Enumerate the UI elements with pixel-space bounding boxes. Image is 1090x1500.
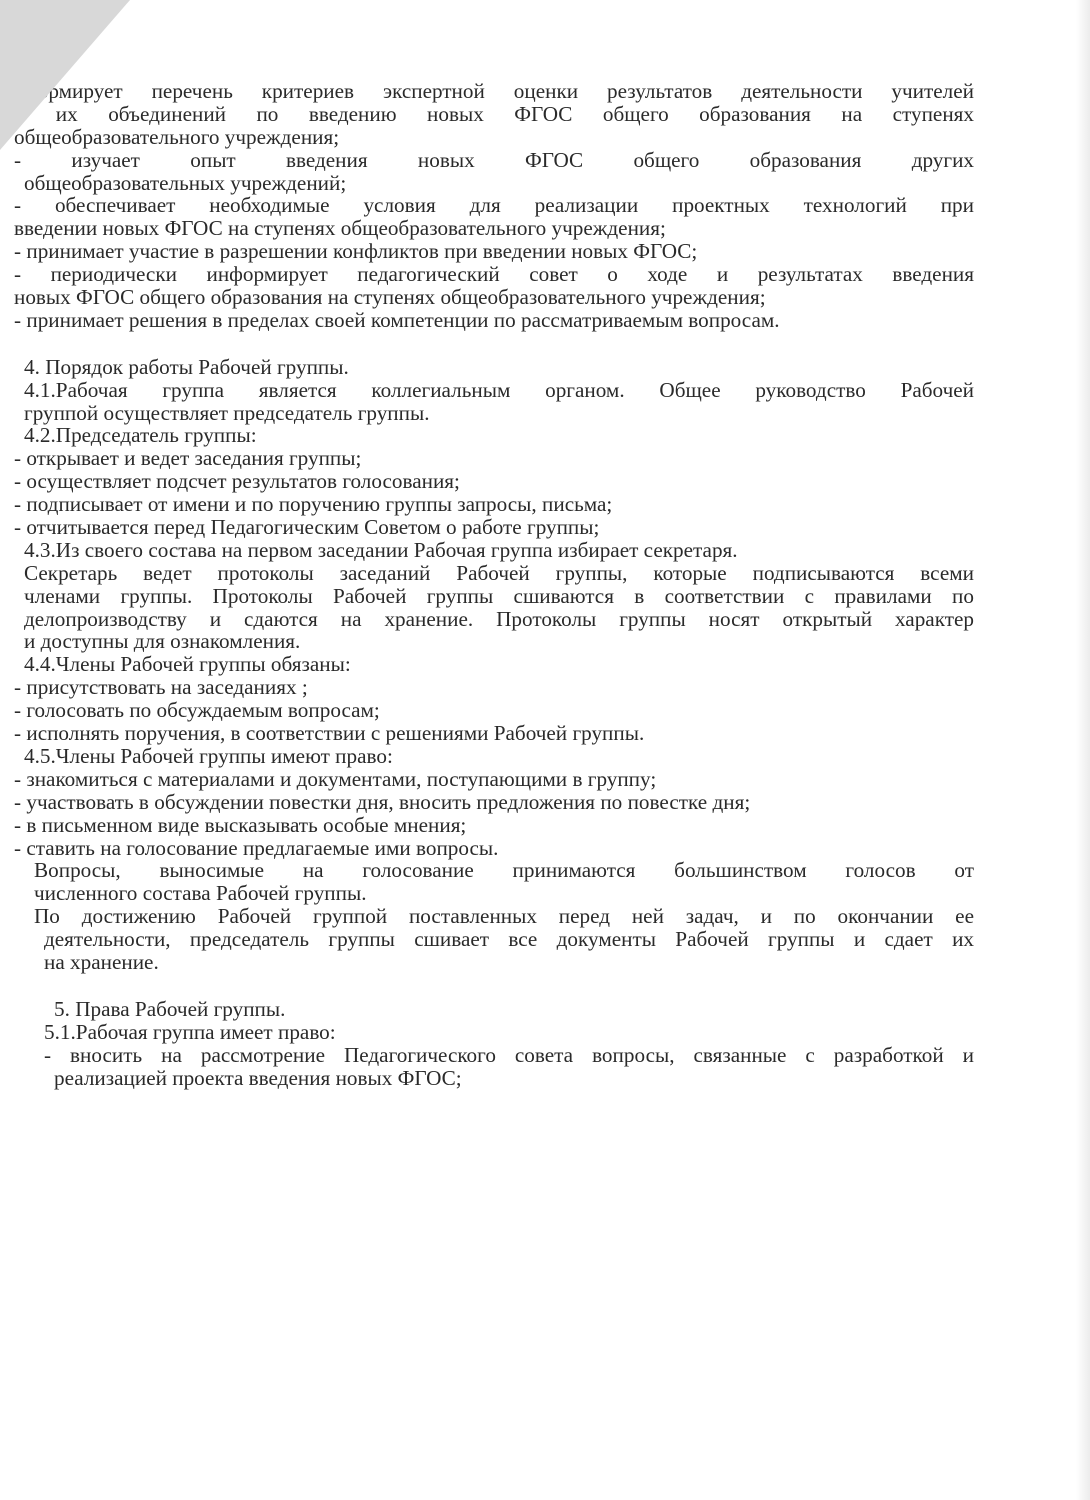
page-right-edge: [1076, 0, 1090, 1500]
text-line: 4.5.Члены Рабочей группы имеют право:: [24, 743, 393, 768]
text-line: и доступны для ознакомления.: [24, 629, 301, 654]
folded-corner: [0, 0, 130, 150]
text-line: 4.1.Рабочая группа является коллегиальным органом. Общее руководство Рабочей: [24, 377, 974, 402]
text-line: - подписывает от имени и по поручению группы запросы, письма;: [14, 492, 613, 517]
text-line: численного состава Рабочей группы.: [34, 881, 367, 906]
text-line: новых ФГОС общего образования на ступенях общеобразовательного учреждения;: [14, 285, 766, 310]
section-gap: [14, 974, 974, 998]
text-line: Вопросы, выносимые на голосование принимаются большинством голосов от: [34, 858, 974, 883]
text-line: 4.3.Из своего состава на первом заседании Рабочая группа избирает секретаря.: [24, 537, 738, 562]
document-page: [14, 80, 974, 1089]
text-line: - присутствовать на заседаниях ;: [14, 675, 308, 700]
section-gap: [14, 332, 974, 356]
text-line: деятельности, председатель группы сшивает все документы Рабочей группы и сдает их: [44, 927, 974, 952]
text-line: реализацией проекта введения новых ФГОС;: [54, 1065, 462, 1090]
text-line: формирует перечень критериев экспертной оценки результатов деятельности учителей: [24, 79, 974, 103]
text-line: Секретарь ведет протоколы заседаний Рабочей группы, которые подписываются всеми: [24, 560, 974, 585]
text-line: и их объединений по введению новых ФГОС общего образования на ступенях: [14, 101, 974, 126]
text-line: - изучает опыт введения новых ФГОС общего образования других: [14, 147, 974, 172]
text-line: - участвовать в обсуждении повестки дня, вносить предложения по повестке дня;: [14, 789, 751, 814]
text-line: - отчитывается перед Педагогическим Советом о работе группы;: [14, 515, 600, 540]
text-line: 4.2.Председатель группы:: [24, 423, 257, 448]
text-line: - открывает и ведет заседания группы;: [14, 446, 362, 471]
text-line: - принимает решения в пределах своей компетенции по рассматриваемым вопросам.: [14, 307, 780, 332]
text-line: группой осуществляет председатель группы.: [24, 400, 430, 425]
text-line: общеобразовательного учреждения;: [14, 124, 340, 149]
text-line: общеобразовательных учреждений;: [24, 170, 347, 195]
text-line: 5.1.Рабочая группа имеет право:: [44, 1019, 336, 1044]
text-line: - голосовать по обсуждаемым вопросам;: [14, 698, 380, 723]
text-line: - принимает участие в разрешении конфликтов при введении новых ФГОС;: [14, 239, 698, 264]
section-heading: 4. Порядок работы Рабочей группы.: [24, 354, 349, 379]
text-line: - в письменном виде высказывать особые мнения;: [14, 812, 467, 837]
text-line: - ставить на голосование предлагаемые ими вопросы.: [14, 835, 499, 860]
text-line: делопроизводству и сдаются на хранение. Протоколы группы носят открытый характер: [24, 606, 974, 631]
text-line: членами группы. Протоколы Рабочей группы сшиваются в соответствии с правилами по: [24, 583, 974, 608]
text-line: - вносить на рассмотрение Педагогического совета вопросы, связанные с разработкой и: [44, 1042, 974, 1067]
text-line: По достижению Рабочей группой поставленных перед ней задач, и по окончании ее: [34, 904, 974, 929]
text-line: - периодически информирует педагогический совет о ходе и результатах введения: [14, 262, 974, 287]
text-line: - исполнять поручения, в соответствии с решениями Рабочей группы.: [14, 721, 645, 746]
text-line: - знакомиться с материалами и документами, поступающими в группу;: [14, 766, 657, 791]
text-line: 4.4.Члены Рабочей группы обязаны:: [24, 652, 351, 677]
text-line: на хранение.: [44, 949, 159, 974]
text-line: введении новых ФГОС на ступенях общеобразовательного учреждения;: [14, 216, 666, 241]
text-line: - обеспечивает необходимые условия для реализации проектных технологий при: [14, 193, 974, 218]
section-heading: 5. Права Рабочей группы.: [54, 996, 286, 1021]
text-line: - осуществляет подсчет результатов голосования;: [14, 469, 460, 494]
